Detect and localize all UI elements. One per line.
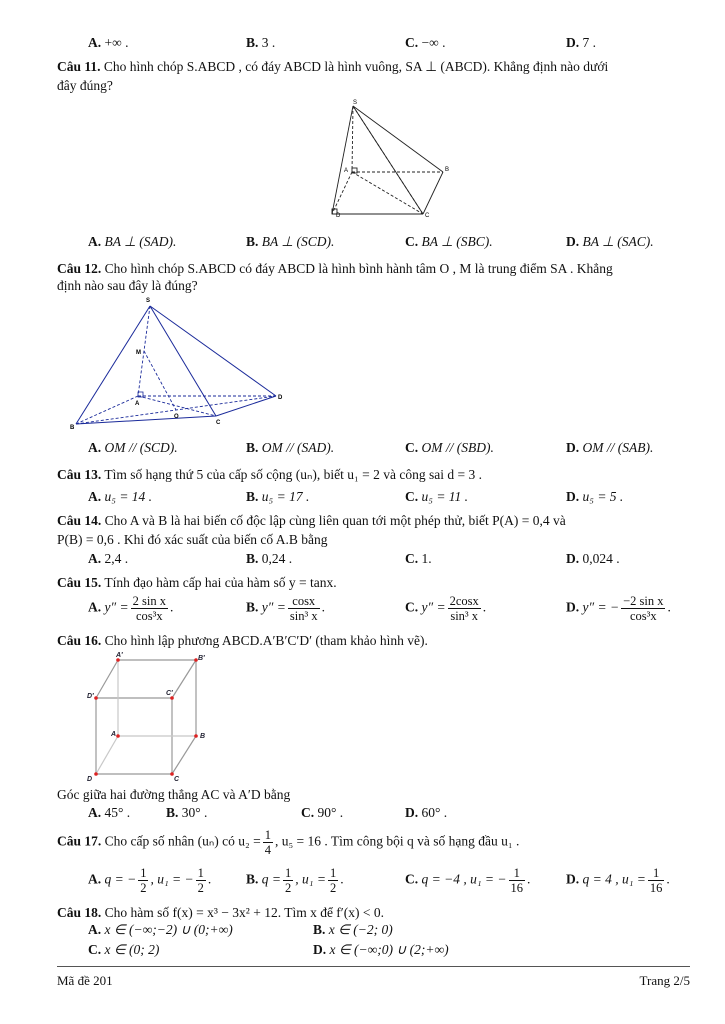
q14-option-a: A. 2,4 . [88, 551, 129, 566]
q16-cube-figure [84, 650, 214, 786]
q12-label-d: D [278, 395, 283, 401]
exam-code: Mã đề 201 [57, 973, 113, 988]
q12-pyramid-figure [68, 292, 288, 432]
page-number: Trang 2/5 [639, 973, 690, 988]
q13-option-a: A. u₅ = 14 . [88, 489, 153, 504]
q18-stem: Câu 18. Cho hàm số f(x) = x³ − 3x² + 12. Tìm x để f′(x) < 0. [57, 905, 384, 920]
q11-option-a: A. BA ⊥ (SAD). [88, 234, 177, 249]
q15-option-b: B. y″ = $\frac{\cos x}{\text{sin³ x}}$ . [246, 594, 325, 623]
q12-label-m: M [136, 350, 141, 356]
q14-option-c: C. 1. [405, 551, 432, 566]
q16-option-d: D. 60° . [405, 805, 448, 820]
q11-option-c: C. BA ⊥ (SBC). [405, 234, 493, 249]
q16-option-c: C. 90° . [301, 805, 344, 820]
q17-stem: Câu 17. Cho cấp số nhân (uₙ) có u₂ = $\frac{1}{4}$ , u₅ = 16 . Tìm công bội q và số hạng đầu u₁ . [57, 828, 520, 857]
q12-option-c: C. OM // (SBD). [405, 440, 494, 455]
q10-option-c: C. −∞ . [405, 35, 446, 50]
q12-stem: Câu 12. Cho hình chóp S.ABCD có đáy ABCD là hình bình hành tâm O , M là trung điểm SA . Khẳng định nào sau đây là đúng? [57, 261, 613, 293]
q18-option-d: D. x ∈ (−∞;0) ∪ (2;+∞) [313, 942, 449, 957]
q11-label-a: A [344, 168, 349, 174]
q11-label-c: C [425, 213, 430, 219]
q11-label-d: D [336, 213, 341, 219]
q11-label-b: B [445, 167, 450, 173]
q15-option-a: A. y″ = $\frac{\text{2 sin x}}{\text{cos³x}}$ . [88, 594, 174, 623]
q16-stem: Câu 16. Cho hình lập phương ABCD.A′B′C′D′ (tham khảo hình vẽ). [57, 633, 428, 648]
q12-label-c: C [216, 420, 221, 426]
q12-option-b: B. OM // (SAD). [246, 440, 335, 455]
q16-label-a: A [111, 731, 117, 738]
q12-option-a: A. OM // (SCD). [88, 440, 178, 455]
q16-label-d1: D′ [87, 693, 94, 700]
q11-option-d: D. BA ⊥ (SAC). [566, 234, 654, 249]
q10-option-b: B. 3 . [246, 35, 276, 50]
q12-label-b: B [70, 425, 75, 431]
q12-label-a: A [135, 401, 140, 407]
q18-option-a: A. x ∈ (−∞;−2) ∪ (0;+∞) [88, 922, 233, 937]
q12-label-o: O [174, 414, 179, 420]
q16-label-d: D [87, 776, 93, 783]
q17-option-c: C. q = −4 , u₁ = − $\frac{1}{16}$ . [405, 866, 531, 895]
page-footer [57, 966, 690, 989]
q14-option-b: B. 0,24 . [246, 551, 293, 566]
q14-stem: Câu 14. Cho A và B là hai biến cố độc lập cùng liên quan tới một phép thử, biết P(A) = 0,4 và P(B) = 0,6 . Khi đó xác suất của biến cố A.B bằng [57, 513, 566, 547]
q17-option-b: B. q = $\frac{1}{2}$ , u₁ = $\frac{1}{2}$ . [246, 866, 344, 895]
q11-label-s: S [353, 100, 358, 106]
q13-stem: Câu 13. Tìm số hạng thứ 5 của cấp số cộng (uₙ), biết u₁ = 2 và công sai d = 3 . [57, 467, 482, 482]
q12-label-s: S [146, 298, 151, 304]
q11-option-b: B. BA ⊥ (SCD). [246, 234, 335, 249]
q15-option-d: D. y″ = − $\frac{\text{−2 sin x}}{\text{cos³x}}$ . [566, 594, 671, 623]
q16-label-c1: C′ [166, 690, 173, 697]
q13-option-b: B. u₅ = 17 . [246, 489, 310, 504]
q17-option-d: D. q = 4 , u₁ = $\frac{1}{16}$ . [566, 866, 670, 895]
q11-stem: Câu 11. Cho hình chóp S.ABCD , có đáy ABCD là hình vuông, SA ⊥ (ABCD). Khẳng định nào dưới đây đúng? [57, 59, 609, 93]
q13-option-d: D. u₅ = 5 . [566, 489, 624, 504]
q10-option-d: D. 7 . [566, 35, 596, 50]
q17-option-a: A. q = − $\frac{1}{2}$ , u₁ = − $\frac{1}{2}$ . [88, 866, 212, 895]
q18-option-c: C. x ∈ (0; 2) [88, 942, 160, 957]
q16-label-c: C [174, 776, 180, 783]
q11-pyramid-figure [320, 96, 460, 222]
q15-stem: Câu 15. Tính đạo hàm cấp hai của hàm số y = tanx. [57, 575, 337, 590]
q12-option-d: D. OM // (SAB). [566, 440, 654, 455]
q16-question: Góc giữa hai đường thẳng AC và A′D bằng [57, 787, 291, 802]
q16-label-b1: B′ [198, 655, 205, 662]
q10-option-a: A. +∞ . [88, 35, 129, 50]
q18-option-b: B. x ∈ (−2; 0) [313, 922, 393, 937]
q16-option-b: B. 30° . [166, 805, 208, 820]
q15-option-c: C. y″ = $\frac{2\cos x}{\text{sin³ x}}$ . [405, 594, 487, 623]
q16-label-a1: A′ [116, 652, 123, 659]
q16-label-b: B [200, 733, 206, 740]
q13-option-c: C. u₅ = 11 . [405, 489, 469, 504]
q14-option-d: D. 0,024 . [566, 551, 620, 566]
q16-option-a: A. 45° . [88, 805, 131, 820]
